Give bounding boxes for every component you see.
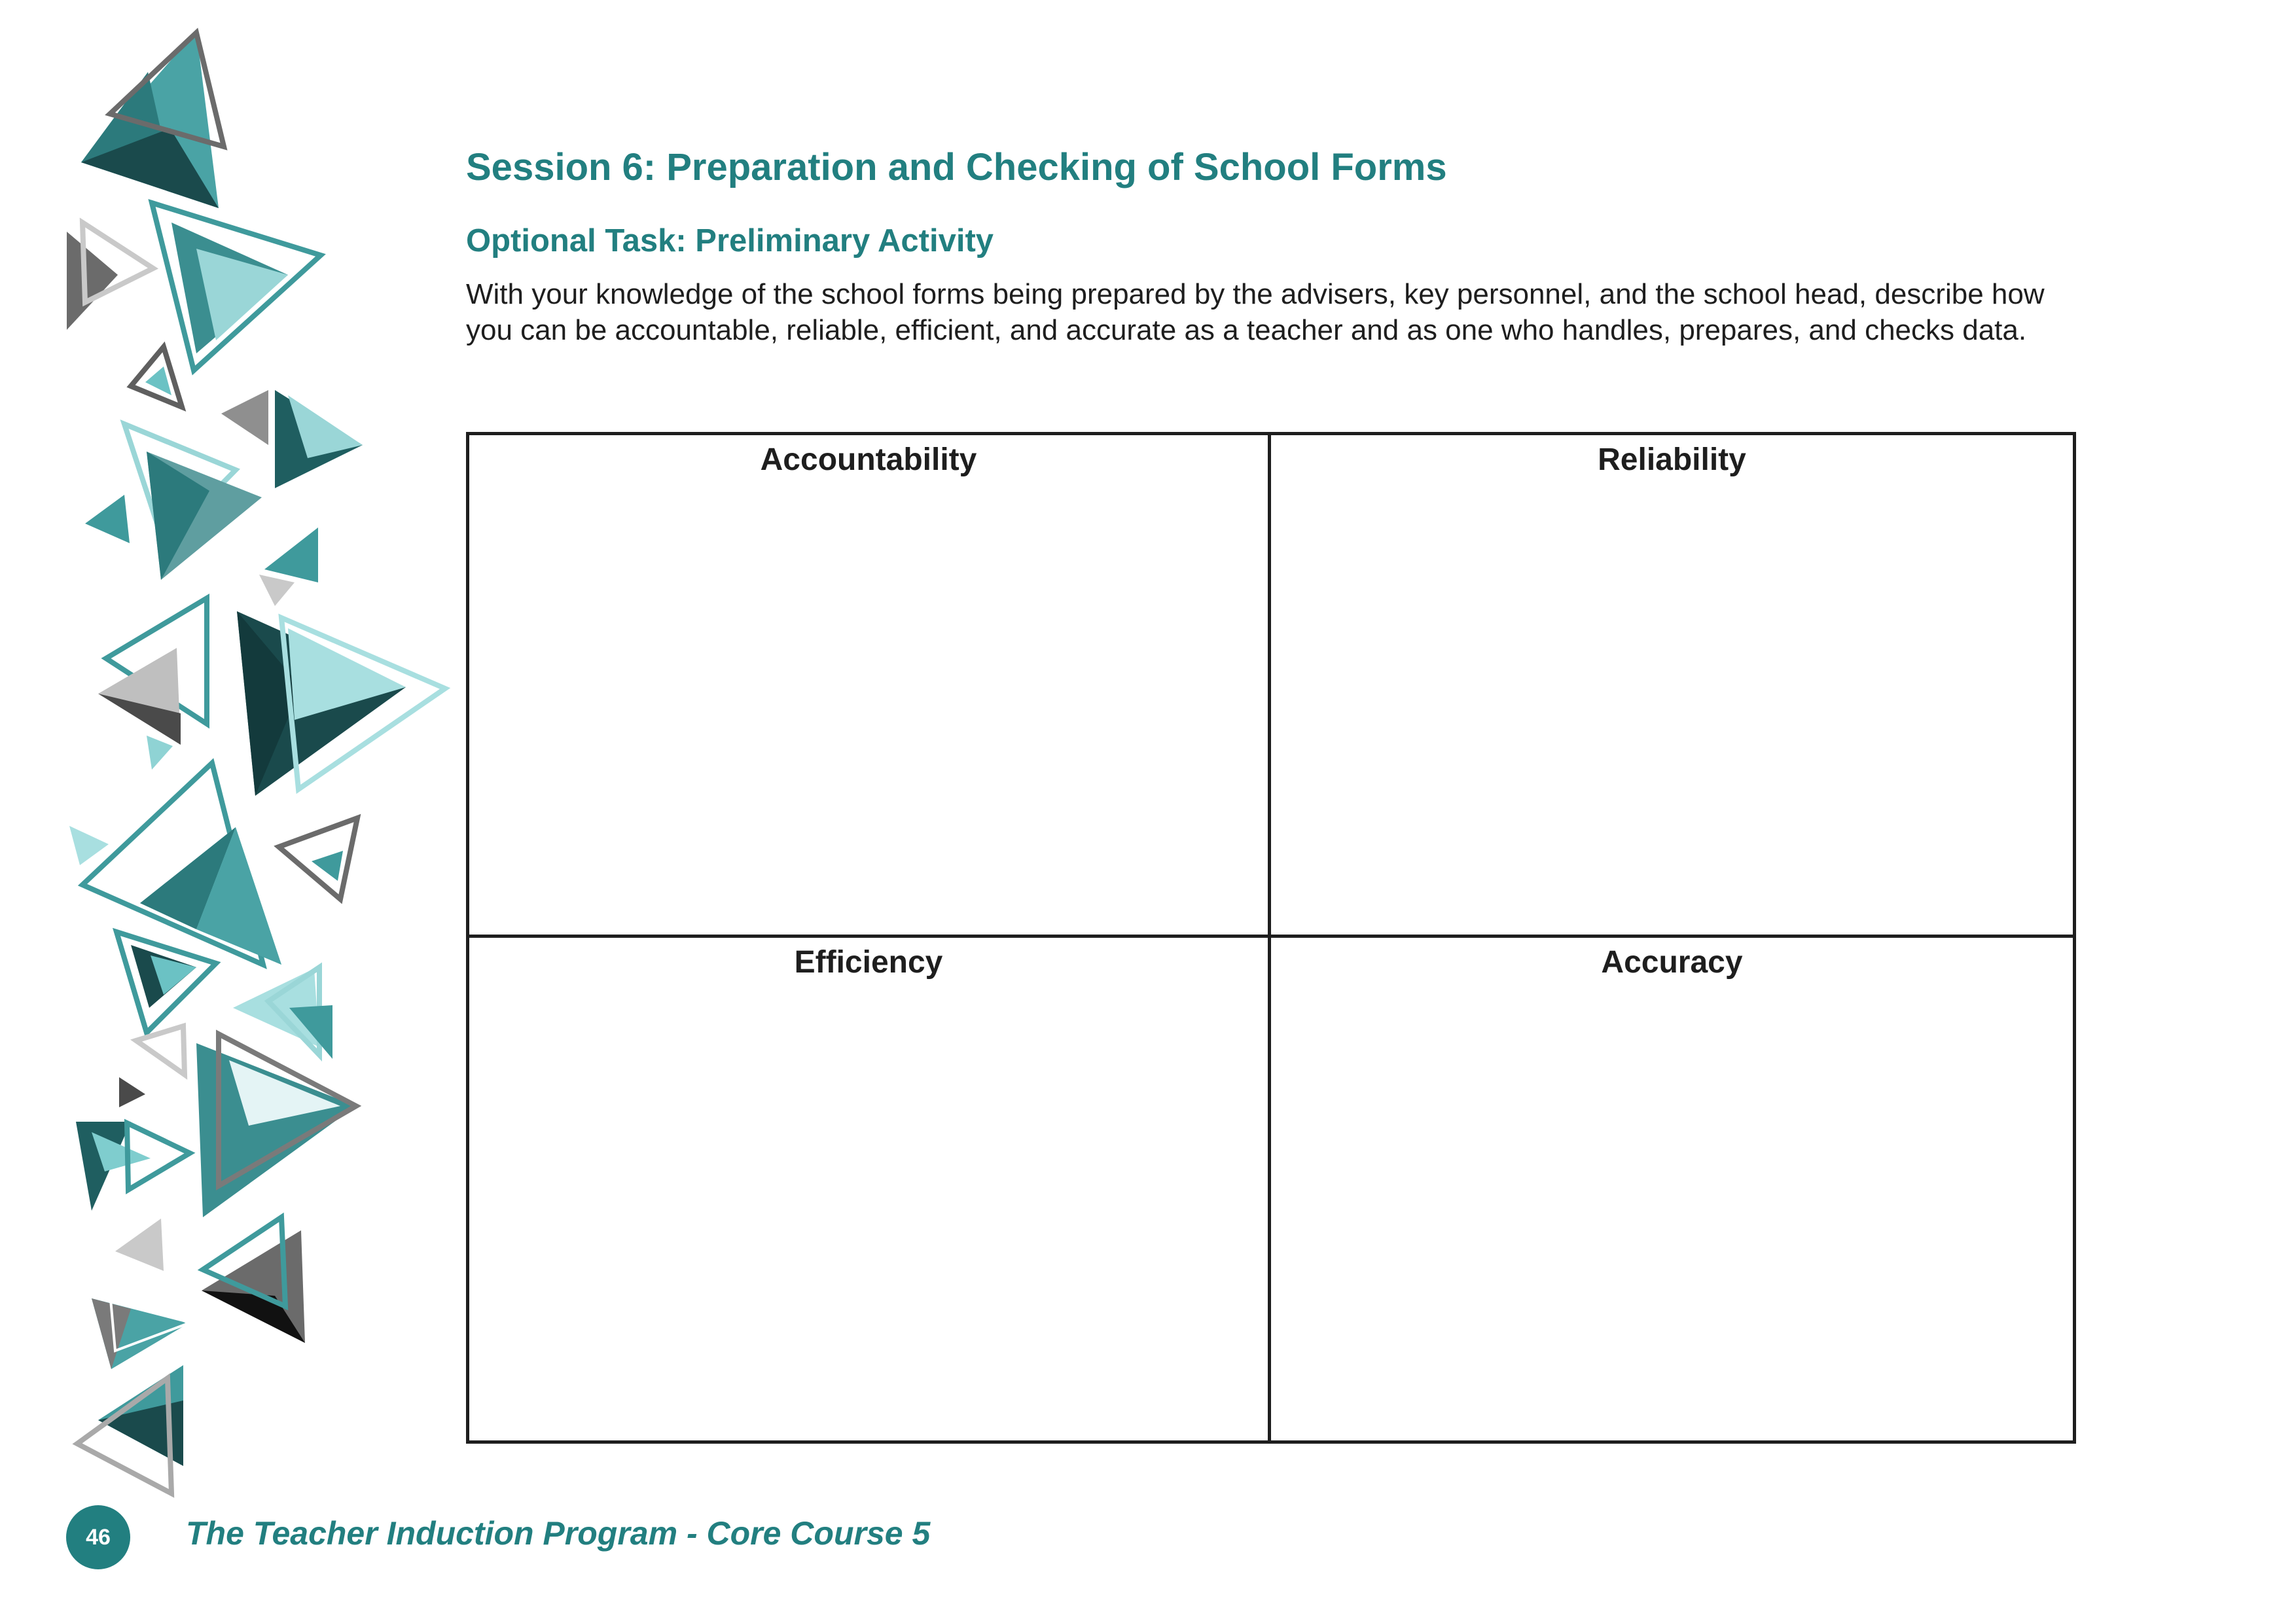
decorative-triangles-pattern [0, 0, 471, 1623]
reliability-cell[interactable] [1271, 435, 2073, 938]
footer-program-title: The Teacher Induction Program - Core Course 5 [186, 1515, 931, 1552]
accountability-label: Accountability [760, 442, 977, 477]
instructions-line-2: you can be accountable, reliable, efficient, and accurate as a teacher and as one who handles, prepares, and checks data. [466, 314, 2027, 346]
page-number: 46 [86, 1524, 111, 1550]
efficiency-cell[interactable] [469, 938, 1271, 1440]
instructions-line-1: With your knowledge of the school forms being prepared by the advisers, key personnel, and the school head, describe how [466, 278, 2045, 310]
efficiency-label: Efficiency [794, 945, 943, 980]
page-number-badge [66, 1505, 130, 1569]
task-title: Optional Task: Preliminary Activity [466, 223, 994, 259]
activity-grid [466, 432, 2076, 1444]
instructions-text [466, 276, 2102, 348]
accountability-cell[interactable] [469, 435, 1271, 938]
accuracy-label: Accuracy [1601, 945, 1743, 980]
accuracy-cell[interactable] [1271, 938, 2073, 1440]
reliability-label: Reliability [1598, 442, 1746, 477]
session-title: Session 6: Preparation and Checking of School Forms [466, 146, 1447, 188]
